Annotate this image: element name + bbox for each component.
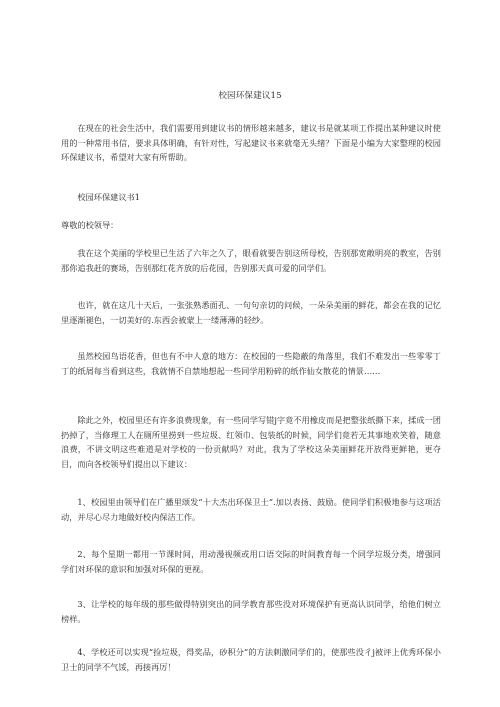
document-title: 校园环保建议15 [218,91,282,101]
body-paragraph: 除此之外，校园里还有许多浪费现象，有一些同学写错j字竟不用橡皮而是把整张纸撕下来，揉成一团扔掉了，当修理工人在厕所里捞到一些垃圾、红领巾、包装纸的时候，同学们竟若无其事地欢笑着，随意浪费，不讲文明这些难道是对学校的一份贡献吗？对此，我为了学校这朵美丽鲜花开放得更鲜艳，更夺目，而向各校领导们提出以下建议： [61,415,441,469]
body-paragraph: 虽然校园鸟语花香，但也有不中人意的地方：在校园的一些隐蔽的角落里，我们不难发出一些零零丁丁的纸屑每当看到这些，我就情不自禁地想起一些同学用粉碎的纸作仙女散花的情景…… [61,351,441,376]
suggestion-item: 1、校园里由领导们在广播里颂发“十大杰出环保卫士”.加以表扬、鼓励。使同学们积极地参与这项活动，并尽心尽力地做好校内保洁工作。 [61,497,441,522]
body-paragraph: 也许，就在这几十天后，一张张熟悉面孔、一句句亲切的问候，一朵朵美丽的鲜花，都会在我的记忆里逐渐褪色，一切美好的.东西会被蒙上一缕薄薄的轻纱。 [61,300,441,325]
suggestion-item: 2、每个星期一都用一节课时间，用动漫视频或用口语交际的时间教育每一个同学垃圾分类，增强同学们对环保的意识和加强对环保的更视。 [61,549,441,574]
salutation: 尊敬的校领导： [61,220,119,230]
body-paragraph: 我在这个美丽的学校里已生活了六年之久了，眼看就要告别这所母校，告别那宽敞明亮的教室，告别那你追我赶的赛场，告别那红花齐放的后花园，告别那天真可爱的同学们。 [61,248,441,273]
suggestion-item: 4、学校还可以实现“捡垃圾，得奖品，砂积分”的方法刺激同学们的，使那些没彳j被评上优秀环保小卫士的同学不气馁，再接再厉！ [61,647,441,672]
suggestion-item: 3、让学校的每年级的那些做得特别突出的同学教育那些没对环境保护有更高认识同学，给他们树立榜样。 [61,599,441,624]
intro-paragraph: 在现在的社会生活中，我们需要用到建议书的情形越来越多，建议书是就某项工作提出某种建议时使用的一种常用书信，要求具体明确，有针对性，写起建议书来就毫无头绪？下面是小编为大家整理的校园环保建议书，希望对大家有所帮助。 [61,123,441,163]
section-heading: 校园环保建议书1 [77,192,140,202]
